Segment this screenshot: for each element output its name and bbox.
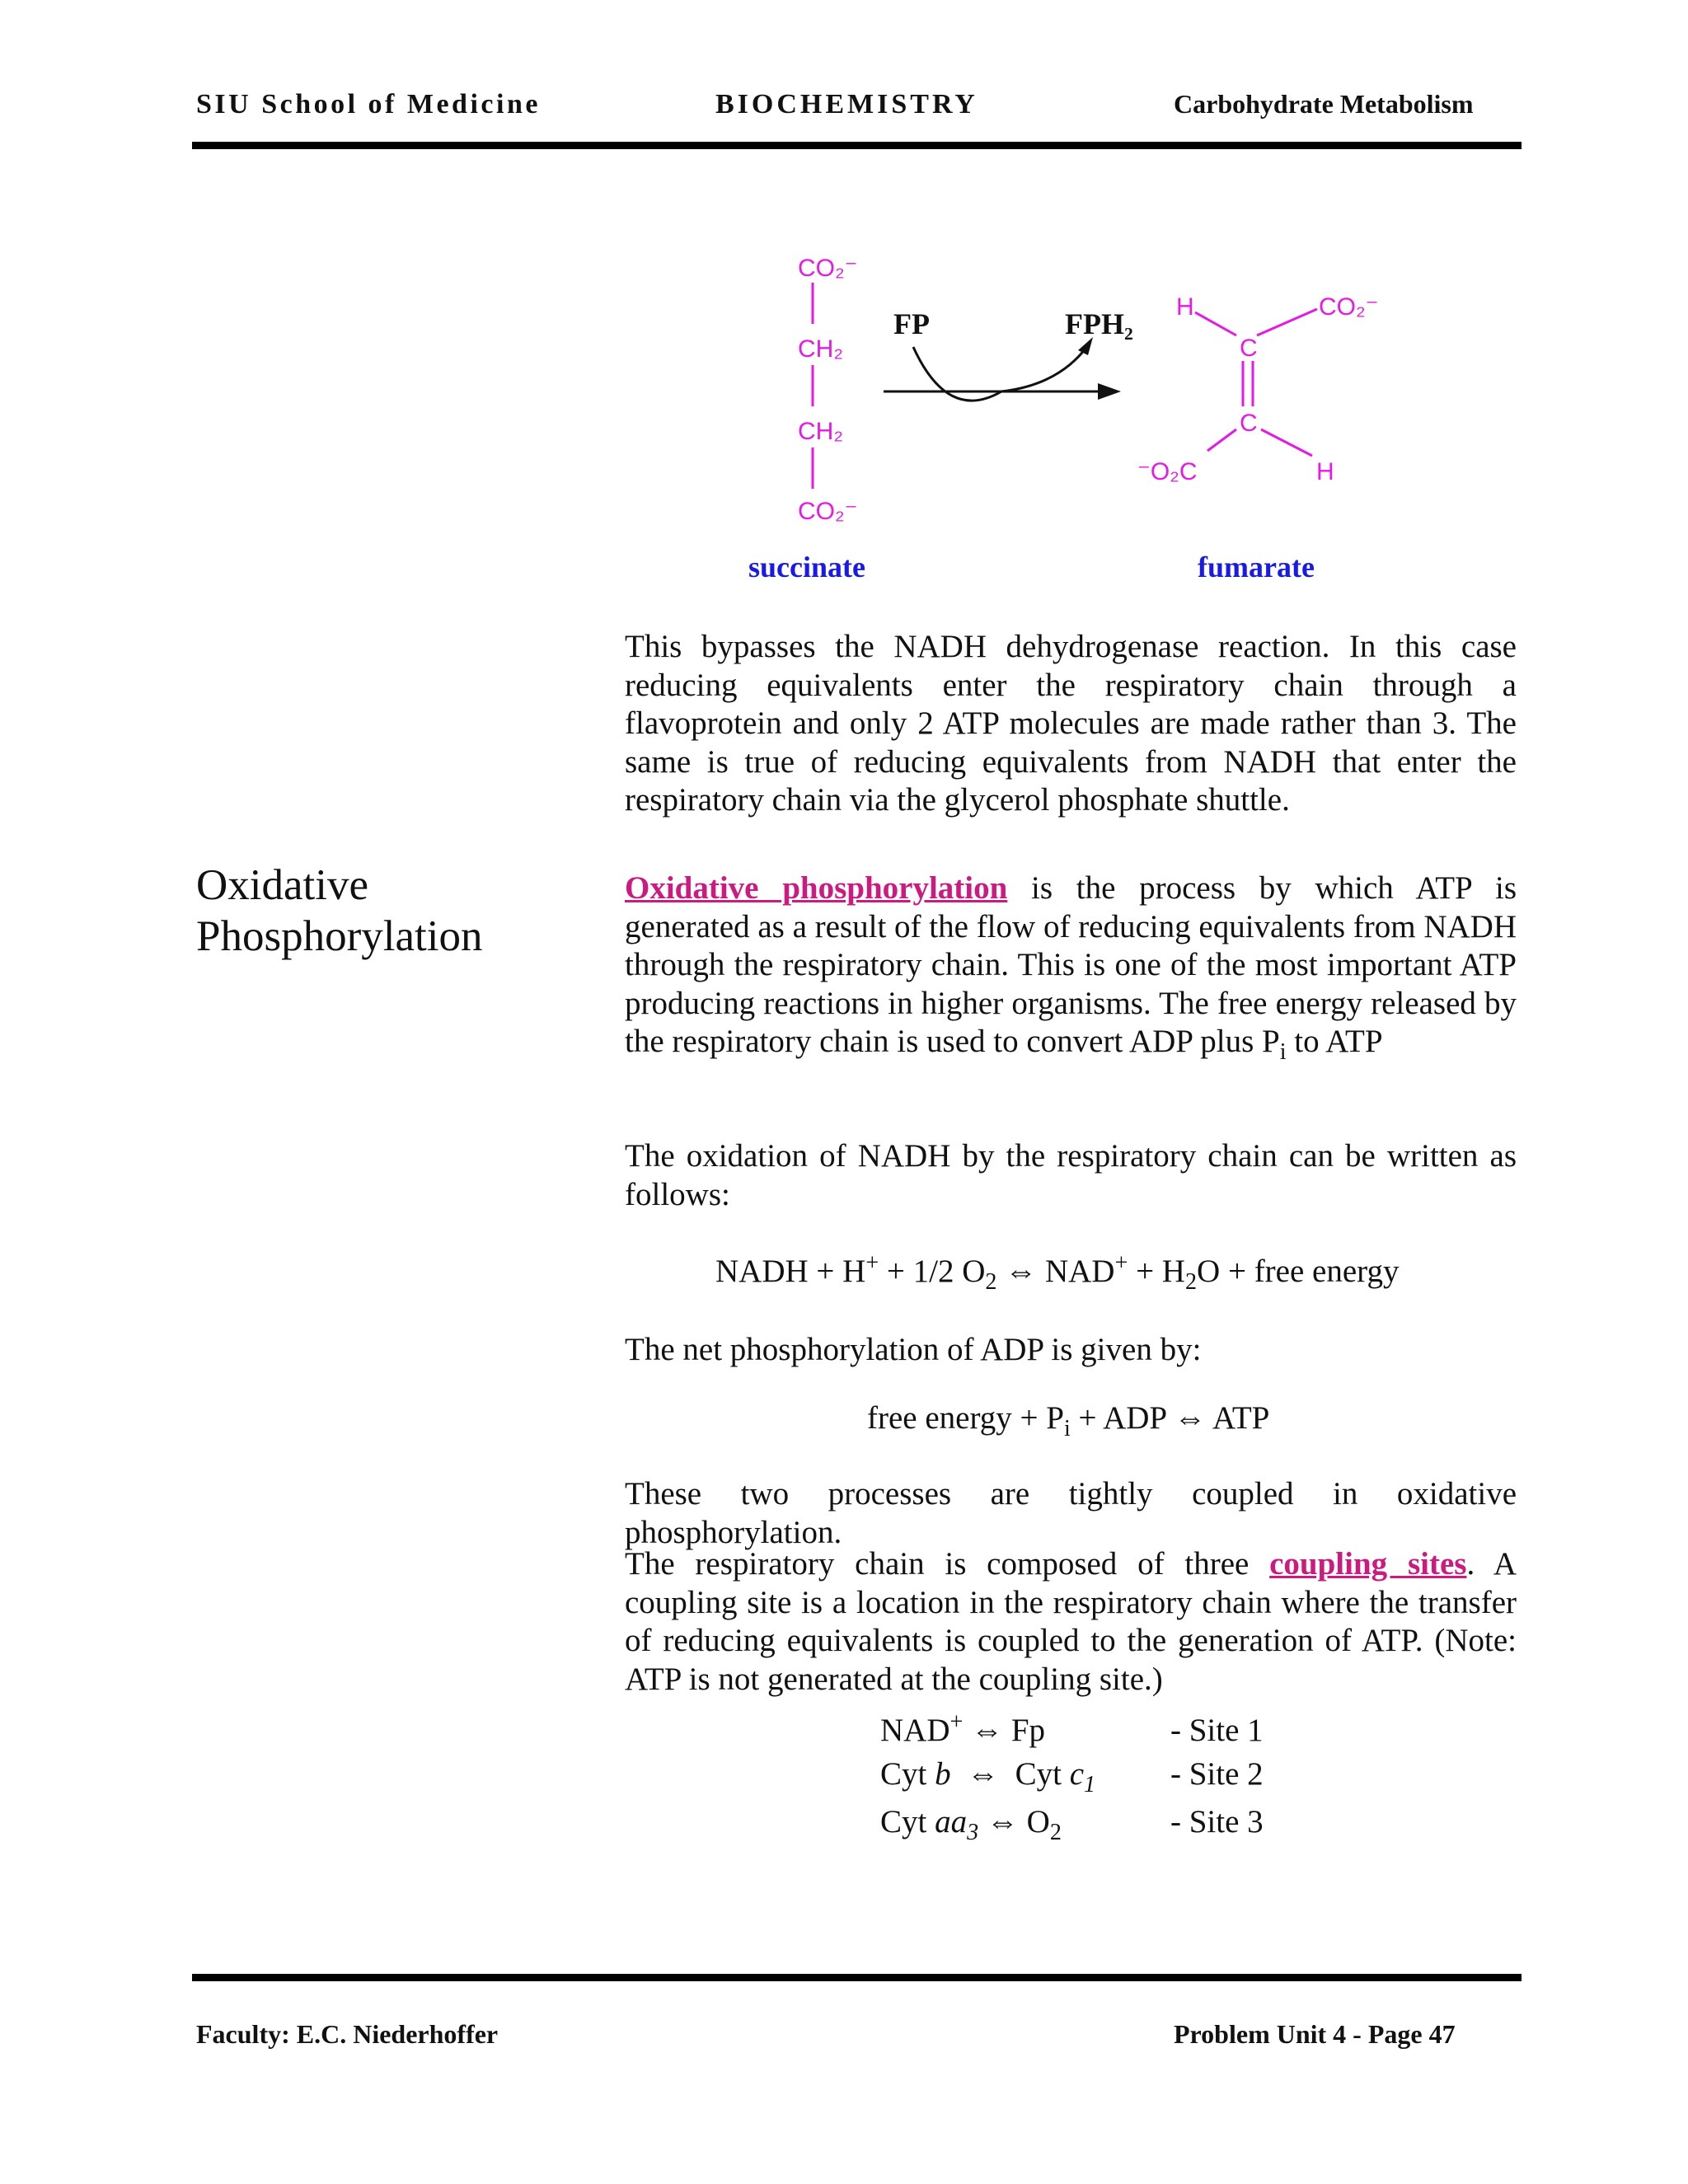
coupled-text: These two processes are tightly coupled in oxidative phosphorylation. <box>625 1476 1517 1550</box>
fumarate-co2-top: CO₂⁻ <box>1319 293 1379 321</box>
reaction-arrowhead <box>1098 383 1121 400</box>
fumarate-c-top: C <box>1240 335 1258 362</box>
oxphos-paragraph <box>625 869 1517 1065</box>
site-1-label: - Site 1 <box>1170 1713 1264 1748</box>
phosphorylation-equation: free energy + $P_i$ + ADP ⇔ ATP <box>867 1400 1270 1441</box>
oxphos-keyword-link[interactable]: Oxidative phosphorylation <box>625 870 1008 906</box>
header-topic: Carbohydrate Metabolism <box>1174 89 1474 119</box>
coupling-start: The respiratory chain is composed of three <box>625 1546 1270 1582</box>
header-institution: SIU School of Medicine <box>196 89 541 120</box>
succinate-co2-top: CO₂⁻ <box>798 255 858 282</box>
succinate-co2-bottom: CO₂⁻ <box>798 498 858 525</box>
footer-page: Problem Unit 4 - Page 47 <box>1174 2019 1456 2049</box>
bypass-text: This bypasses the NADH dehydrogenase reaction. In this case reducing equivalents enter the respiratory chain through a flavoprotein and only 2 ATP molecules are made rather than 3. The same is true of reducing equivalents from NADH that enter the respiratory chain via the glycerol phosphate shuttle. <box>625 629 1517 818</box>
oxphos-end: to ATP <box>1286 1024 1383 1059</box>
site-1-reaction: NAD+ ⇔ Fp <box>880 1709 1046 1748</box>
site-3-reaction: Cyt $aa_3$ ⇔ $O_2$ <box>880 1804 1062 1845</box>
nadh-oxidation-equation: NADH + H+ + 1/2 $O_2$ ⇔ $NAD^+ + H_2O$ + free energy <box>715 1250 1400 1295</box>
header-subject: BIOCHEMISTRY <box>715 89 978 120</box>
succinate-label: succinate <box>748 551 865 583</box>
fumarate-co2-bottom: ⁻O₂C <box>1137 458 1198 485</box>
cofactor-fph2: FPH₂ <box>1065 307 1133 340</box>
footer-rule <box>192 1974 1522 1981</box>
fumarate-h-top: H <box>1176 293 1194 321</box>
site-2-label: - Site 2 <box>1170 1756 1264 1792</box>
succinate-ch2-a: CH₂ <box>798 335 843 363</box>
header-rule <box>192 142 1522 149</box>
bypass-paragraph <box>625 628 1517 820</box>
site-3-label: - Site 3 <box>1170 1804 1264 1840</box>
succinate-ch2-b: CH₂ <box>798 418 843 445</box>
net-intro-text: The net phosphorylation of ADP is given by: <box>625 1332 1202 1367</box>
site-2-reaction: Cyt b ⇔ Cyt $c_1$ <box>880 1756 1096 1797</box>
coupling-sites-link[interactable]: coupling sites <box>1269 1546 1467 1582</box>
coupled-paragraph <box>625 1475 1517 1552</box>
fumarate-c-bottom: C <box>1240 410 1258 437</box>
net-phosphorylation-intro <box>625 1331 1517 1370</box>
fumarate-h-bottom: H <box>1316 458 1334 485</box>
succinate-to-fumarate-diagram <box>742 243 1484 589</box>
footer-faculty: Faculty: E.C. Niederhoffer <box>196 2019 499 2049</box>
side-heading: Oxidative Phosphorylation <box>196 861 483 960</box>
oxphos-text: is the process by which ATP is generated as a result of the flow of reducing equivalents from NADH through the respiratory chain. This is one of the most important ATP producing reactions in higher organisms. The free energy released by the respiratory chain is used to convert ADP plus P <box>625 870 1517 1059</box>
coupling-rest: . A coupling site is a location in the respiratory chain where the transfer of reducing equivalents is coupled to the generation of ATP. (Note: ATP is not generated at the coupling site.) <box>625 1546 1517 1697</box>
cofactor-fp: FP <box>893 307 930 340</box>
oxidation-intro-paragraph <box>625 1137 1517 1214</box>
oxidation-intro-text: The oxidation of NADH by the respiratory chain can be written as follows: <box>625 1138 1517 1212</box>
fumarate-label: fumarate <box>1198 551 1315 583</box>
oxphos-pi-sub: i <box>1279 1038 1287 1065</box>
coupling-sites-paragraph <box>625 1545 1517 1699</box>
